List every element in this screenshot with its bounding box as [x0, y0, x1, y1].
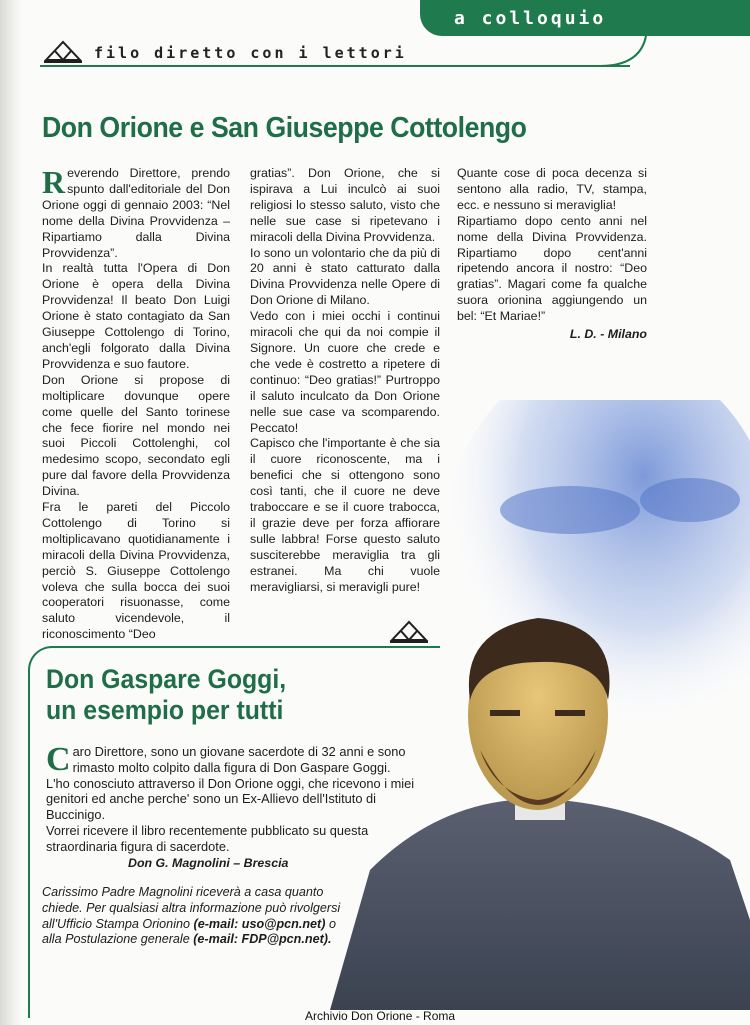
article2-title-line-2: un esempio per tutti: [46, 695, 284, 725]
dropcap: C: [46, 741, 71, 778]
section-tab: [420, 0, 750, 36]
article2-title: [46, 664, 286, 726]
editor-reply: [42, 885, 342, 948]
article1-column-3: [457, 166, 647, 343]
reply-text-2: o alla Postulazione generale: [42, 916, 336, 947]
page-gutter: [0, 0, 22, 1025]
paragraph: aro Direttore, sono un giovane sacerdote di 32 anni e sono rimasto molto colpito dalla figura di Don Gaspare Goggi.: [72, 744, 406, 775]
paragraph: Vorrei ricevere il libro recentemente pubblicato su questa straordinaria figura di sacerdote.: [46, 822, 369, 854]
paragraph: gratias”. Don Orione, che si ispirava a Lui inculcò ai suoi religiosi lo stesso saluto, visto che nelle sue case si ripetevano i miracoli della Divina Provvidenza.: [250, 166, 440, 244]
paragraph: Capisco che l'importante è che sia il cuore riconoscente, ma i benefici che si ottengono sono così tanti, che il cuore ne deve traboccare e se il cuore trabocca, il grazie deve per forza affiorare sulle labbra! Forse questo saluto susciterebbe meraviglia tra gli estranei. Ma chi vuole meravigliarsi, si meravigli pure!: [250, 436, 440, 594]
paragraph: Ripartiamo dopo cento anni nel nome della Divina Provvidenza. Ripartiamo dopo cent'anni ripetendo ancora il nostro: “Deo gratias”. Magari come fa qualche suora orionina aggiungendo un bel: “Et Mariae!”: [457, 213, 647, 324]
dropcap: R: [42, 164, 66, 200]
article2-signature: Don G. Magnolini – Brescia: [128, 856, 289, 870]
paragraph: everendo Direttore, prendo spunto dall'editoriale del Don Orione oggi di gennaio 2003: “Nel nome della Divina Provvidenza – Ripartiamo dalla Divina Provvidenza”.: [42, 166, 230, 260]
article1-column-1: [42, 166, 230, 643]
logo-icon: [42, 38, 84, 68]
header-rule: [40, 65, 630, 67]
article1-title: Don Orione e San Giuseppe Cottolengo: [42, 112, 527, 144]
logo-icon: [388, 618, 430, 648]
section-label: a colloquio: [454, 8, 607, 29]
header-curve: [600, 36, 650, 70]
reply-text: Carissimo Padre Magnolini riceverà a casa quanto chiede. Per qualsiasi altra informazione può rivolgersi all'Ufficio Stampa Orionino: [42, 885, 341, 931]
paragraph: Io sono un volontario che da più di 20 anni è stato catturato dalla Divina Provvidenza nelle Opere di Don Orione di Milano.: [250, 245, 440, 308]
paragraph: Vedo con i miei occhi i continui miracoli che qui da noi compie il Signore. Un cuore che crede e che vede è costretto a ripetere di continuo: “Deo gratias!” Purtroppo il saluto inculcato da Don Orione nelle sue case va scomparendo. Peccato!: [250, 309, 440, 435]
article2-letter: [46, 741, 436, 855]
reply-email-1: (e-mail: uso@pcn.net): [193, 916, 326, 931]
reply-email-2: (e-mail: FDP@pcn.net).: [193, 932, 332, 947]
article1-signature: L. D. - Milano: [569, 327, 647, 342]
paragraph: In realtà tutta l'Opera di Don Orione è opera della Divina Provvidenza! Il beato Don Luigi Orione è stato contagiato da San Giuseppe Cottolengo di Torino, anch'egli folgorato dalla Divina Provvidenza e suo fautore.: [42, 261, 230, 371]
paragraph: Quante cose di poca decenza si sentono alla radio, TV, stampa, ecc. e nessuno si meraviglia!: [457, 166, 647, 212]
paragraph: Don Orione si propose di moltiplicare dovunque opere come quelle del Santo torinese che fece fiorire nel mondo nei suoi Piccoli Cottolenghi, col medesimo scopo, secondato egli pure dal favore della Provvidenza Divina.: [42, 372, 230, 499]
footer-archive: Archivio Don Orione - Roma: [305, 1009, 456, 1023]
paragraph: Fra le pareti del Piccolo Cottolengo di Torino si moltiplicavano quotidianamente i miracoli della Divina Provvidenza, perciò S. Giuseppe Cottolengo voleva che sulla bocca dei suoi cooperatori risuonasse, come saluto vicendevole, il riconoscimento “Deo: [42, 500, 230, 642]
article2-title-line-1: Don Gaspare Goggi,: [46, 664, 287, 694]
header-label: filo diretto con i lettori: [94, 44, 407, 62]
paragraph: L'ho conosciuto attraverso il Don Orione oggi, che ricevono i miei genitori ed anche perche' sono un Ex-Allievo dell'Istituto di Buccinigo.: [46, 775, 415, 823]
